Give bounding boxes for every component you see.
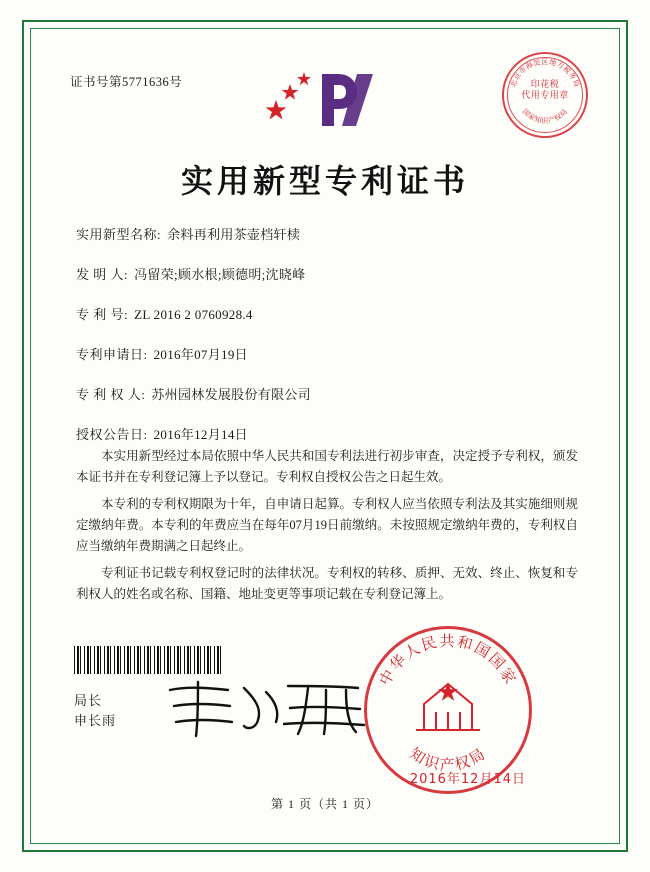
legal-body-text [76,446,578,611]
field-row-inventors [76,264,582,283]
tax-stamp [502,52,588,138]
field-list [76,224,582,464]
page-footer: 第 1 页（共 1 页） [270,797,379,811]
corner-ornament-bottom-left [30,827,47,844]
barcode [74,646,224,674]
field-label: 专利申请日: [76,347,148,362]
svg-text:国家知识产权局: 国家知识产权局 [520,107,570,125]
field-row-patentee [76,384,582,403]
field-value: 2016年12月14日 [153,427,248,442]
corner-ornament-top-right [603,28,620,45]
field-value: ZL 2016 2 0760928.4 [134,307,253,322]
certificate-number: 证书号第5771636号 [70,75,183,89]
field-row-grant-date [76,424,582,443]
field-label: 实用新型名称: [76,227,162,242]
field-label: 发 明 人: [76,267,129,282]
field-label: 专 利 号: [76,307,129,322]
field-value: 余料再利用茶壶档轩椟 [167,227,301,242]
field-value: 2016年07月19日 [153,347,248,362]
svg-text:北京市海淀区地方税务局: 北京市海淀区地方税务局 [509,58,581,89]
field-label: 授权公告日: [76,427,148,442]
corner-ornament-top-left [30,28,47,45]
field-row-application-date [76,344,582,363]
field-value: 冯留荣;顾水根;顾德明;沈晓峰 [134,267,306,282]
seal-date: 2016年12月14日 [409,772,526,787]
svg-text:知识产权局: 知识产权局 [406,744,490,774]
director-name-label: 申长雨 [74,713,117,728]
field-label: 专 利 权 人: [76,387,146,402]
field-row-invention-name [76,224,582,243]
director-title-label: 局长 [74,693,103,708]
corner-ornament-bottom-right [603,827,620,844]
field-value: 苏州园林发展股份有限公司 [151,387,311,402]
certificate-content [48,46,602,826]
field-row-patent-number [76,304,582,323]
svg-text:中华人民共和国国家: 中华人民共和国国家 [375,632,521,689]
legal-paragraph-2: 本专利的专利权期限为十年，自申请日起算。专利权人应当依照专利法及其实施细则规定缴纳年费。本专利的年费应当在每年07月19日前缴纳。未按照规定缴纳年费的，专利权自应当缴纳年费期满之日起终止。 [76,497,578,553]
legal-paragraph-3: 专利证书记载专利权登记时的法律状况。专利权的转移、质押、无效、终止、恢复和专利权人的姓名或名称、国籍、地址变更等事项记载在专利登记簿上。 [76,566,578,601]
sipo-logo-icon [260,60,390,138]
tax-stamp-center-text: 印花税 代用专用章 [521,80,569,101]
page-title: 实用新型专利证书 [180,162,469,200]
handwritten-signature [158,676,388,746]
signature-block [74,691,116,731]
legal-paragraph-1: 本实用新型经过本局依照中华人民共和国专利法进行初步审查，决定授予专利权，颁发本证书并在专利登记簿上予以登记。专利权自授权公告之日起生效。 [76,449,578,484]
